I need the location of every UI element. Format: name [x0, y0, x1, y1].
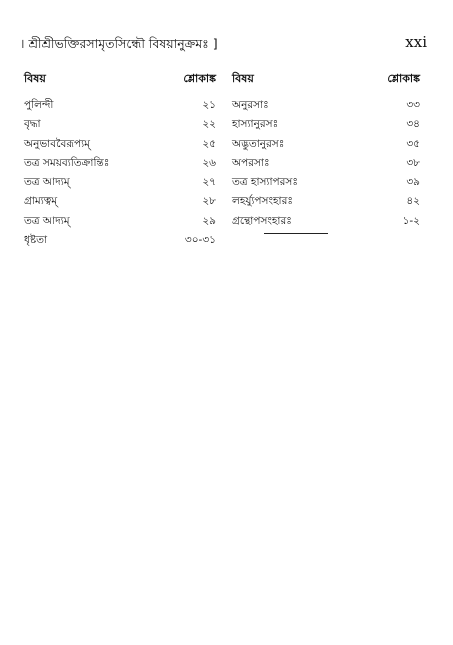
index-subject: হাস্যানুরসঃ [232, 118, 279, 131]
index-row [24, 233, 216, 252]
index-row [24, 175, 216, 194]
index-verse: ২৭ [202, 176, 216, 189]
index-verse: ২৮ [202, 195, 216, 208]
index-verse: ৩৪ [406, 118, 420, 131]
index-row [24, 214, 216, 233]
index-subject: বৃদ্ধা [24, 118, 41, 131]
index-subject: গ্রন্থোপসংহারঃ [232, 214, 292, 227]
index-subject: গ্রাম্যত্বম্ [24, 195, 58, 208]
index-row [232, 98, 420, 117]
index-verse: ৪২ [406, 195, 420, 208]
index-column-left [24, 70, 216, 252]
index-verse: ৩০-৩১ [184, 234, 216, 247]
index-subject: অনুভাববৈরূপ্যম্ [24, 137, 90, 150]
index-row [232, 117, 420, 136]
index-verse: ১-২ [402, 214, 420, 227]
index-row [232, 194, 420, 213]
index-subject: ধৃষ্টতা [24, 234, 48, 247]
index-verse: ৩৫ [406, 137, 420, 150]
subject-heading: বিষয় [232, 72, 254, 85]
page-number: xxi [405, 33, 427, 51]
index-row [232, 137, 420, 156]
index-verse: ৩৯ [406, 176, 420, 189]
running-header: । শ্রীশ্রীভক্তিরসামৃতসিন্ধৌ বিষয়ানুক্রমঃ ] [20, 36, 218, 51]
index-row [24, 194, 216, 213]
verse-heading: শ্লোকাঙ্ক [183, 72, 216, 85]
index-subject: পুলিন্দী [24, 99, 54, 111]
index-subject: অনুরসাঃ [232, 99, 269, 111]
verse-heading: শ্লোকাঙ্ক [387, 72, 420, 85]
index-column-right [232, 70, 420, 233]
column-header [24, 70, 216, 98]
index-verse: ২১ [202, 99, 216, 111]
index-row [24, 117, 216, 136]
index-verse: ২৬ [202, 156, 216, 169]
column-header [232, 70, 420, 98]
index-verse: ৩৩ [406, 99, 420, 111]
index-row [232, 156, 420, 175]
index-verse: ২২ [202, 118, 216, 131]
index-subject: অপরসাঃ [232, 156, 270, 169]
index-row [24, 156, 216, 175]
index-row [24, 98, 216, 117]
index-verse: ২৯ [202, 214, 216, 227]
index-row [232, 214, 420, 233]
index-subject: অদ্ভুতানুরসঃ [232, 137, 285, 150]
index-verse: ৩৮ [406, 156, 420, 169]
index-subject: তত্র আদ্যম্ [24, 214, 70, 227]
index-subject: লহর্য্যুপসংহারঃ [232, 195, 293, 208]
index-row [24, 137, 216, 156]
end-rule-divider [264, 233, 328, 234]
index-subject: তত্র আদ্যম্ [24, 176, 70, 189]
index-subject: তত্র হাস্যাপরসঃ [232, 176, 298, 189]
index-verse: ২৫ [202, 137, 216, 150]
index-subject: তত্র সময়ব্যতিক্রান্তিঃ [24, 156, 110, 169]
index-row [232, 175, 420, 194]
subject-heading: বিষয় [24, 72, 46, 85]
